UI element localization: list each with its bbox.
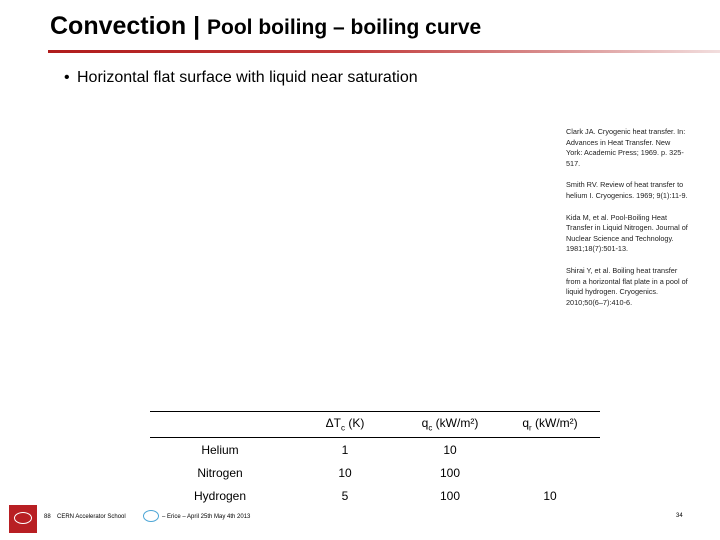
cea-logo-icon	[9, 505, 37, 533]
table-cell	[500, 438, 600, 462]
cas-logo-icon	[143, 510, 159, 522]
table-cell: Helium	[201, 442, 239, 457]
table-row	[150, 438, 600, 462]
table-cell: 100	[439, 465, 461, 480]
table-header-row	[150, 412, 600, 438]
table-row	[150, 461, 600, 484]
references-list	[566, 127, 688, 319]
bullet-text: Horizontal flat surface with liquid near saturation	[77, 69, 418, 86]
table-cell: 10	[543, 488, 557, 503]
table-cell: 10	[443, 442, 457, 457]
table-cell: 5	[341, 488, 349, 503]
title-underline	[48, 50, 720, 53]
table-cell: Nitrogen	[197, 465, 243, 480]
table-cell: 1	[341, 442, 349, 457]
slide-title	[50, 12, 481, 41]
bullet-dot-icon: •	[64, 69, 70, 86]
table-cell: Hydrogen	[193, 488, 247, 503]
page-number: 34	[676, 513, 683, 519]
title-subtitle: Pool boiling – boiling curve	[207, 16, 482, 39]
reference-item: Smith RV. Review of heat transfer to helium I. Cryogenics. 1969; 9(1):11-9.	[566, 180, 688, 200]
table-cell	[500, 461, 600, 484]
reference-item: Kida M, et al. Pool-Boiling Heat Transfer in Liquid Nitrogen. Journal of Nuclear Science and Technology. 1981;18(7):501-13.	[566, 212, 688, 254]
footer-left-number: 88	[44, 514, 51, 520]
table-cell: 10	[338, 465, 352, 480]
title-main: Convection	[50, 12, 187, 40]
footer-school-text: CERN Accelerator School	[57, 514, 126, 520]
reference-item: Clark JA. Cryogenic heat transfer. In: Advances in Heat Transfer. New York: Academic Press; 1969. p. 325-517.	[566, 127, 686, 168]
title-separator: |	[186, 12, 208, 40]
slide-footer	[0, 500, 720, 540]
reference-item: Shirai Y, et al. Boiling heat transfer from a horizontal flat plate in a pool of liquid hydrogen. Cryogenics. 2010;50(6–7):410-6.	[566, 265, 688, 307]
table-header-cell	[150, 412, 290, 438]
footer-location-date: – Erice – April 25th May 4th 2013	[162, 514, 251, 520]
table-header-cell: $q_r$ (kW/m²)	[500, 412, 600, 438]
bullet-point	[64, 69, 418, 87]
table-header-cell: $q_c$ (kW/m²)	[400, 412, 500, 438]
boiling-data-table	[150, 411, 600, 507]
table-cell: 100	[439, 488, 461, 503]
table-header-cell: $\Delta T_c$ (K)	[290, 412, 400, 438]
